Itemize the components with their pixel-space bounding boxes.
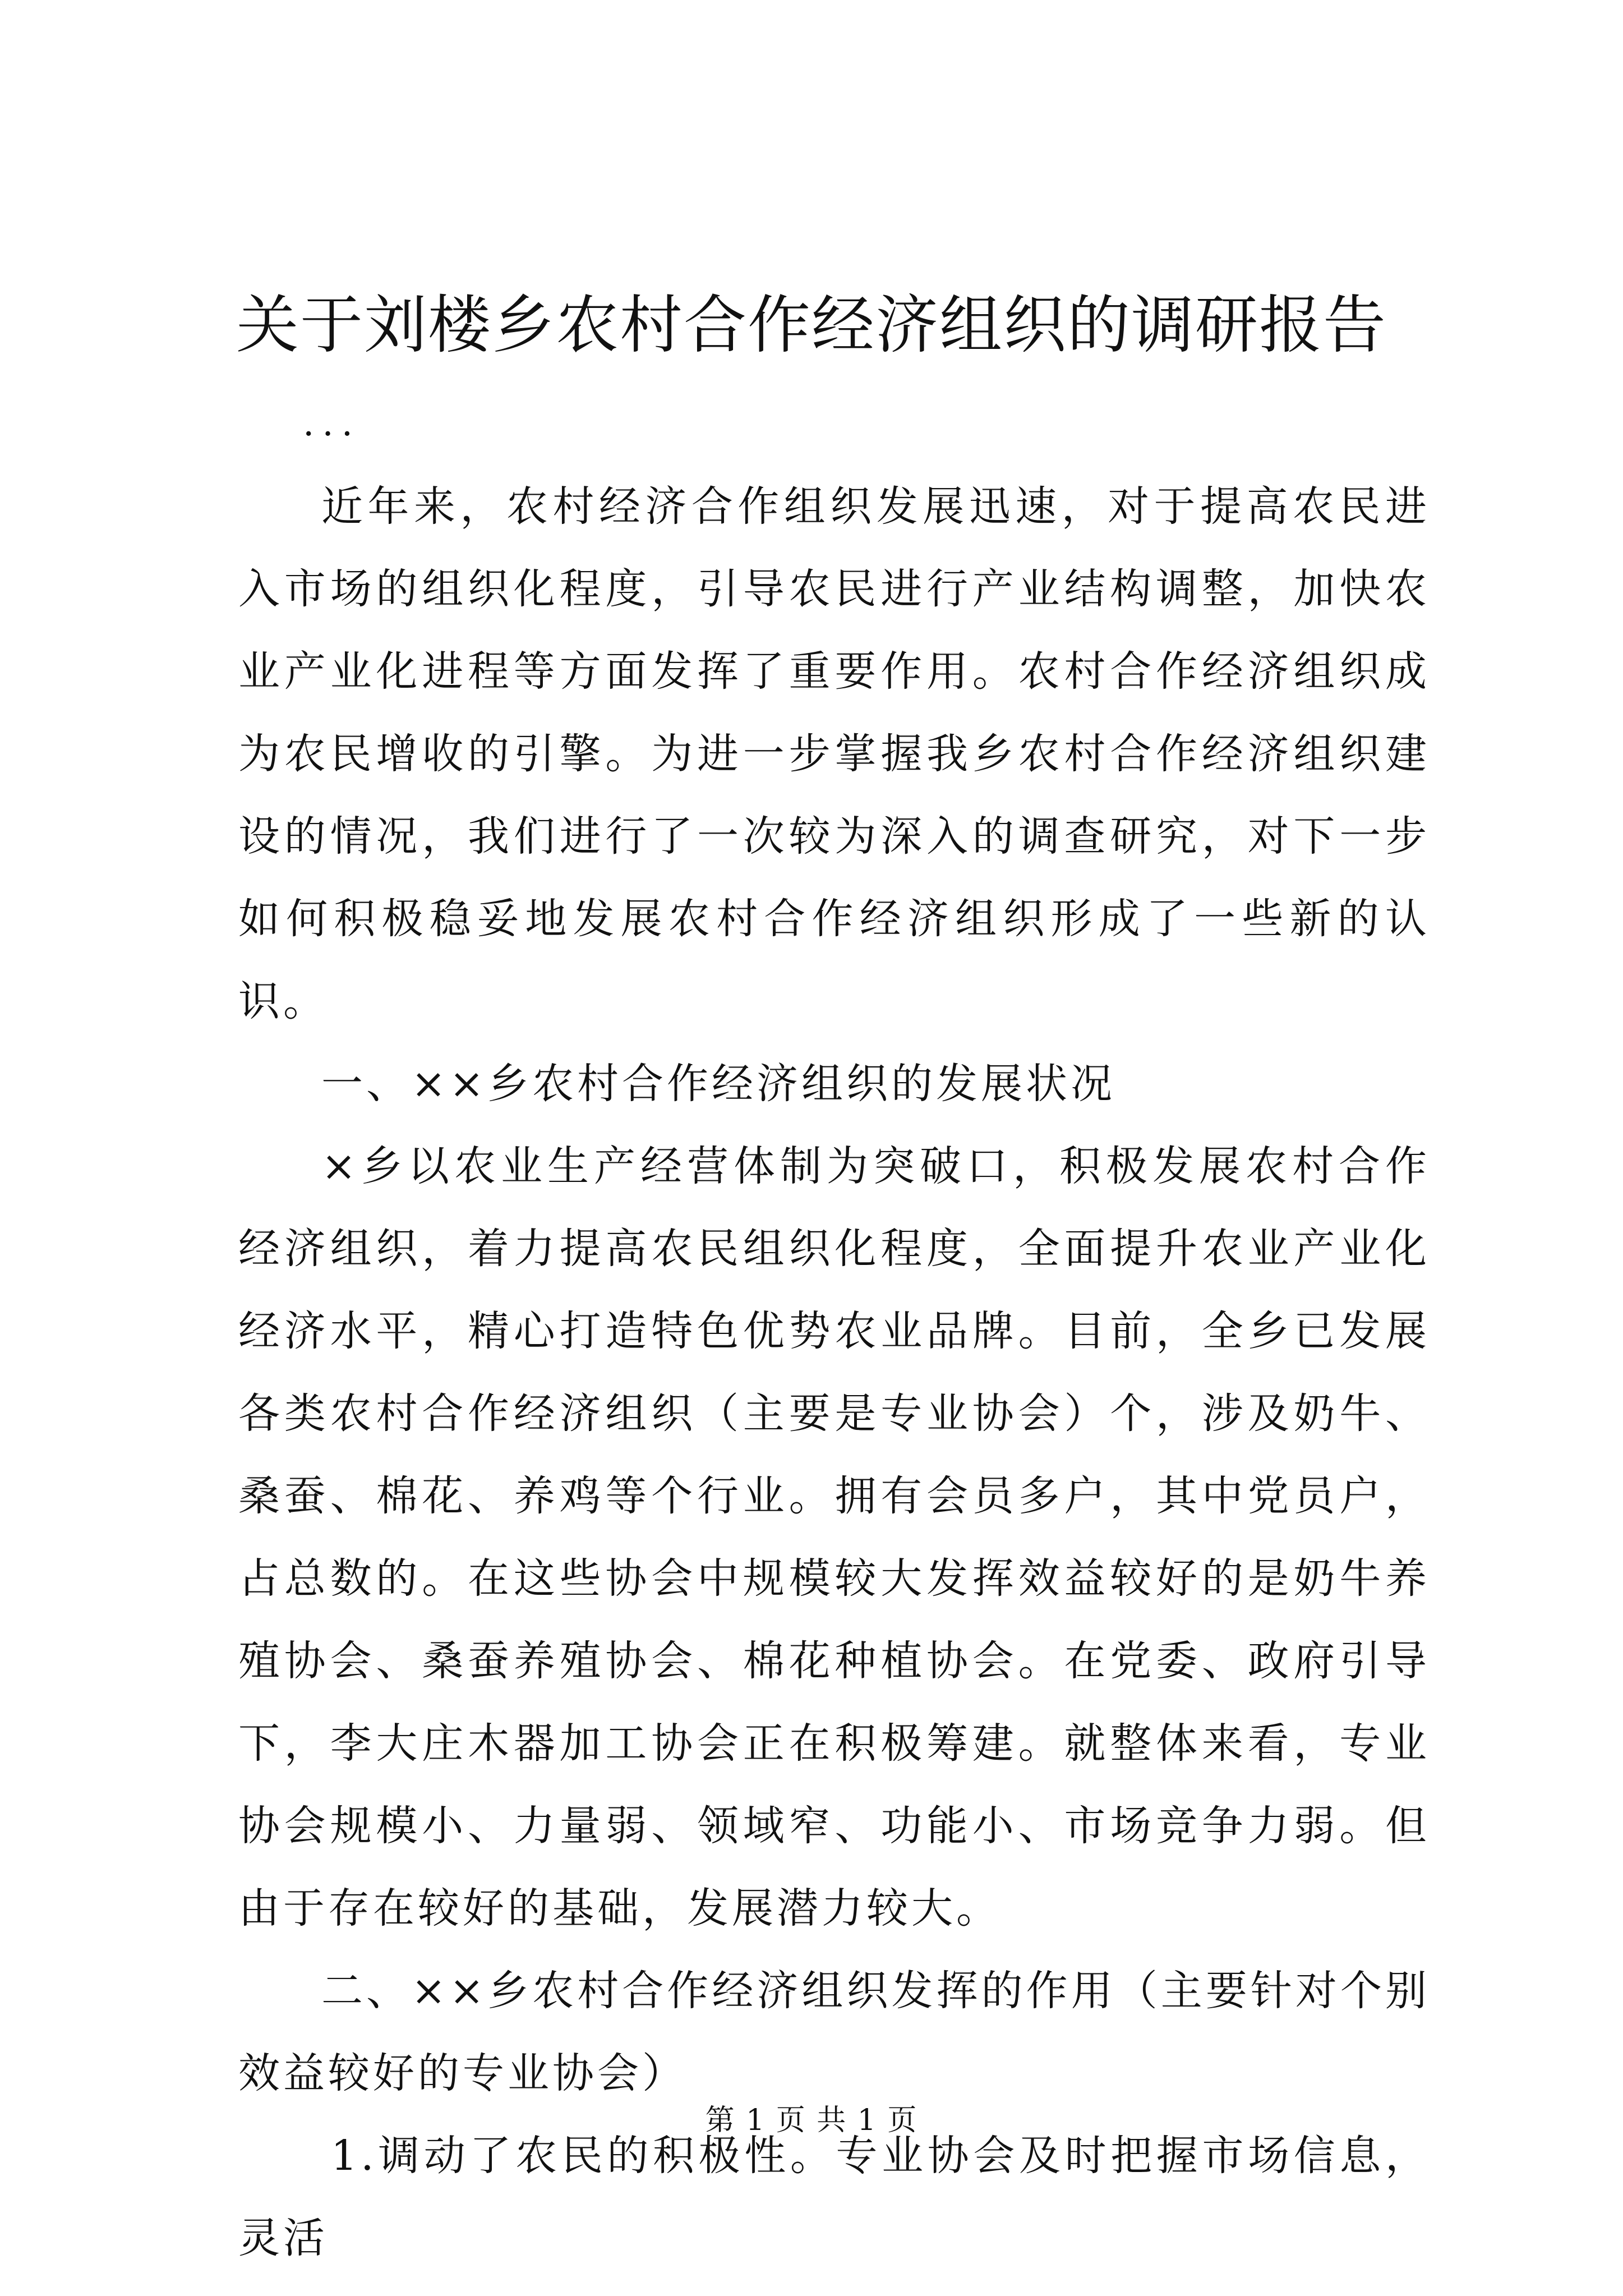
ellipsis-marker: ... [303,403,361,444]
page-footer: 第 1 页 共 1 页 [705,2104,918,2137]
document-title: 关于刘楼乡农村合作经济组织的调研报告 [236,289,1387,362]
intro-paragraph: 近年来，农村经济合作组织发展迅速，对于提高农民进入市场的组织化程度，引导农民进行产业结构调整，加快农业产业化进程等方面发挥了重要作用。农村合作经济组织成为农民增收的引擎。为进一步掌握我乡农村合作经济组织建设的情况，我们进行了一次较为深入的调查研究，对下一步如何积极稳妥地发展农村合作经济组织形成了一些新的认识。 [238,482,1430,1025]
section-heading-1: 一、××乡农村合作经济组织的发展状况 [321,1060,1116,1108]
section-1-paragraph: ×乡以农业生产经营体制为突破口，积极发展农村合作经济组织，着力提高农民组织化程度，全面提升农业产业化经济水平，精心打造特色优势农业品牌。目前，全乡已发展各类农村合作经济组织（主要是专业协会）个，涉及奶牛、桑蚕、棉花、养鸡等个行业。拥有会员多户，其中党员户，占总数的。在这些协会中规模较大发挥效益较好的是奶牛养殖协会、桑蚕养殖协会、棉花种植协会。在党委、政府引导下，李大庄木器加工协会正在积极筹建。就整体来看，专业协会规模小、力量弱、领域窄、功能小、市场竞争力弱。但由于存在较好的基础，发展潜力较大。 [238,1142,1430,1932]
document-body [238,466,1430,2280]
list-item-1: 1.调动了农民的积极性。专业协会及时把握市场信息，灵活 [238,2132,1430,2262]
section-heading-2: 二、××乡农村合作经济组织发挥的作用（主要针对个别效益较好的专业协会） [238,1967,1430,2097]
